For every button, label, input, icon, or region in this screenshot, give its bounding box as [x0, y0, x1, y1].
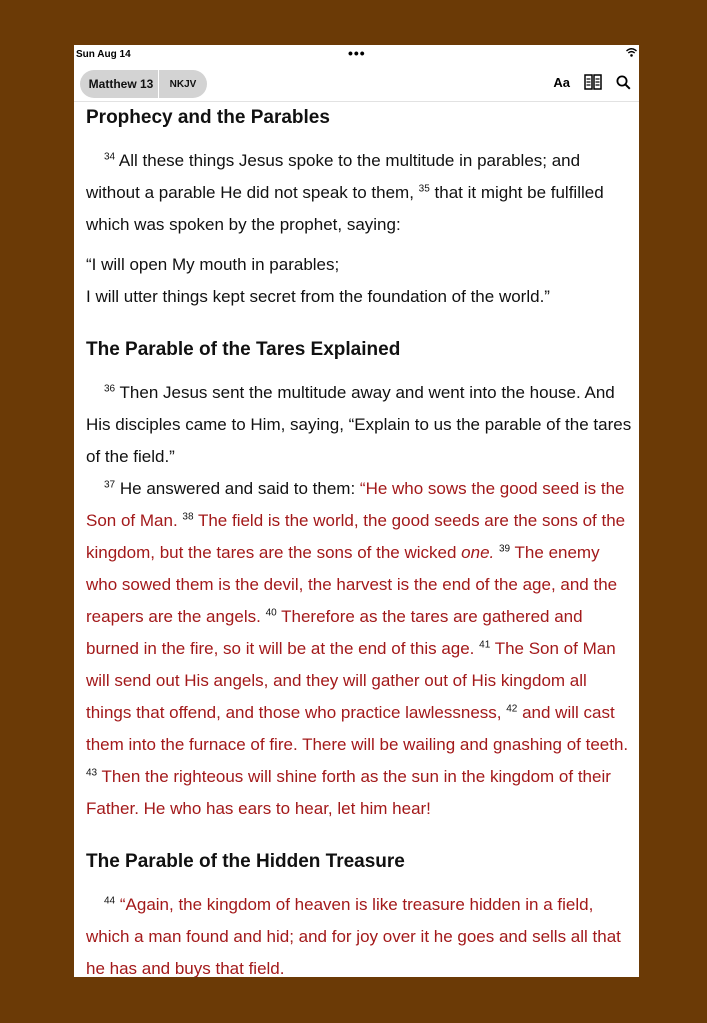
- verse-number[interactable]: 40: [265, 607, 277, 619]
- scripture-text: [86, 103, 634, 977]
- words-of-christ: The enemy who sowed them is the devil, the harvest is the end of the age, and the reapers are the angels.: [86, 543, 618, 626]
- book-chapter-button[interactable]: Matthew 13: [88, 77, 154, 91]
- verse-number[interactable]: 41: [479, 639, 491, 651]
- app-window: [74, 45, 639, 977]
- verse-number[interactable]: 37: [104, 479, 116, 491]
- version-button[interactable]: NKJV: [169, 78, 197, 90]
- poetry-line: “I will open My mouth in parables;: [86, 255, 340, 274]
- paragraph: [86, 889, 634, 977]
- font-size-icon[interactable]: Aa: [553, 74, 570, 90]
- poetry-block: [86, 249, 634, 313]
- poetry-line: I will utter things kept secret from the foundation of the world.”: [86, 287, 550, 306]
- paragraph: [86, 377, 634, 473]
- search-icon[interactable]: [616, 75, 631, 90]
- verse-number[interactable]: 44: [104, 895, 116, 907]
- section-heading: The Parable of the Tares Explained: [86, 339, 401, 360]
- words-of-christ: “Again, the kingdom of heaven is like treasure hidden in a field, which a man found and hid; and for joy over it he goes and sells all that he has and buys that field.: [86, 895, 621, 977]
- toolbar: [74, 67, 639, 101]
- verse-text: He answered and said to them:: [119, 479, 356, 498]
- verse-number[interactable]: 38: [182, 511, 194, 523]
- verse-number[interactable]: 39: [499, 543, 511, 555]
- toolbar-actions: [553, 74, 631, 90]
- italic-word: one.: [461, 543, 495, 562]
- words-of-christ: “He who sows the good seed is the Son of Man.: [86, 479, 625, 530]
- verse-number[interactable]: 42: [506, 703, 518, 715]
- parallel-bible-icon[interactable]: [584, 74, 602, 90]
- words-of-christ: Then the righteous will shine forth as the sun in the kingdom of their Father. He who has ears to hear, let him hear!: [86, 767, 611, 818]
- section-heading: Prophecy and the Parables: [86, 107, 330, 128]
- verse-number[interactable]: 35: [418, 183, 430, 195]
- verse-number[interactable]: 34: [104, 151, 116, 163]
- verse-number[interactable]: 36: [104, 383, 116, 395]
- status-bar: [74, 45, 639, 63]
- words-of-christ: Therefore as the tares are gathered and burned in the fire, so it will be at the end of this age.: [86, 607, 583, 658]
- toolbar-divider: [74, 101, 639, 102]
- paragraph: [86, 145, 634, 241]
- multitasking-dots[interactable]: •••: [348, 45, 366, 61]
- verse-text: Then Jesus sent the multitude away and went into the house. And His disciples came to Him, saying, “Explain to us the parable of the tares of the field.”: [86, 383, 632, 466]
- section-heading: The Parable of the Hidden Treasure: [86, 851, 405, 872]
- status-time: Sun Aug 14: [76, 49, 131, 60]
- verse-number[interactable]: 43: [86, 767, 98, 779]
- verse-text: All these things Jesus spoke to the multitude in parables; and without a parable He did not speak to them,: [86, 151, 581, 202]
- words-of-christ: The field is the world, the good seeds are the sons of the kingdom, but the tares are the sons of the wicked: [86, 511, 626, 562]
- reference-picker: [80, 70, 207, 98]
- words-of-christ: and will cast them into the furnace of fire. There will be wailing and gnashing of teeth.: [86, 703, 629, 754]
- paragraph: [86, 473, 634, 825]
- words-of-christ: The Son of Man will send out His angels, and they will gather out of His kingdom all things that offend, and those who practice lawlessness,: [86, 639, 616, 722]
- wifi-icon: [626, 48, 637, 60]
- verse-text: that it might be fulfilled which was spoken by the prophet, saying:: [86, 183, 604, 234]
